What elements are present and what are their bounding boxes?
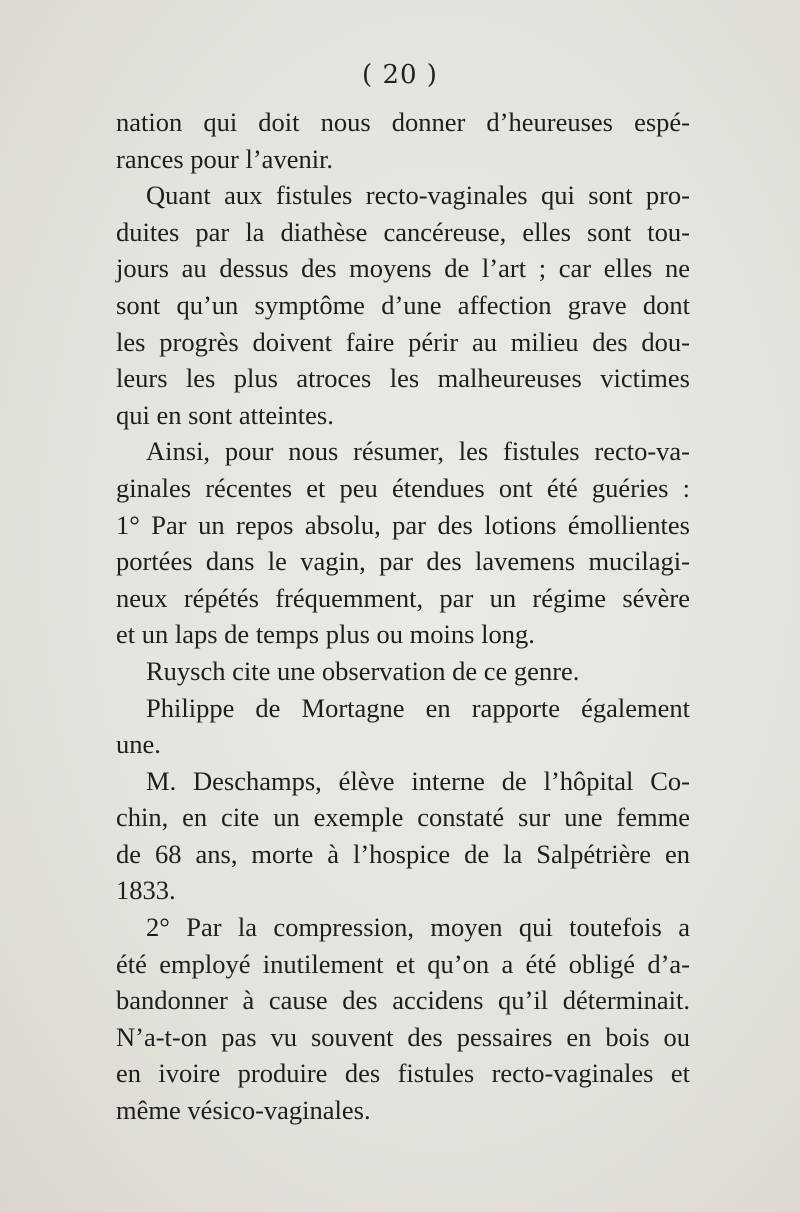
text-line: bandonner à cause des accidens qu’il déterminait. <box>116 985 690 1016</box>
text-line: nation qui doit nous donner d’heureuses espé- <box>116 107 690 137</box>
text-line: 1° Par un repos absolu, par des lotions émollientes <box>116 509 690 540</box>
text-line: et un laps de temps plus ou moins long. <box>116 619 535 650</box>
text-line: Quant aux fistules recto-vaginales qui sont pro- <box>146 180 690 211</box>
text-line: qui en sont atteintes. <box>116 399 334 430</box>
page-number: ( 20 ) <box>362 60 438 90</box>
text-line: en ivoire produire des fistules recto-vaginales et <box>116 1058 690 1089</box>
page-text <box>116 104 690 1129</box>
text-line: rances pour l’avenir. <box>116 143 334 174</box>
text-line: neux répétés fréquemment, par un régime sévère <box>116 582 690 613</box>
text-line: de 68 ans, morte à l’hospice de la Salpétrière en <box>116 838 690 869</box>
text-line: leurs les plus atroces les malheureuses victimes <box>116 363 690 394</box>
text-line: même vésico-vaginales. <box>116 1095 371 1126</box>
text-line: Ainsi, pour nous résumer, les fistules recto-va- <box>146 436 690 467</box>
text-line: jours au dessus des moyens de l’art ; car elles ne <box>116 253 690 284</box>
text-line: Ruysch cite une observation de ce genre. <box>146 655 580 686</box>
text-line: chin, en cite un exemple constaté sur une femme <box>116 802 690 833</box>
text-line: été employé inutilement et qu’on a été obligé d’a- <box>116 948 690 979</box>
text-line: ginales récentes et peu étendues ont été guéries : <box>116 472 690 503</box>
text-line: sont qu’un symptôme d’une affection grave dont <box>116 289 690 320</box>
text-line: 2° Par la compression, moyen qui toutefois a <box>146 912 690 943</box>
text-line: M. Deschamps, élève interne de l’hôpital Co- <box>146 765 690 796</box>
text-line: les progrès doivent faire périr au milieu des dou- <box>116 326 690 357</box>
text-line: duites par la diathèse cancéreuse, elles sont tou- <box>116 216 690 247</box>
text-line: Philippe de Mortagne en rapporte également <box>146 692 690 723</box>
text-line: portées dans le vagin, par des lavemens mucilagi- <box>116 546 690 577</box>
text-line: une. <box>116 729 161 760</box>
text-line: 1833. <box>116 875 176 906</box>
text-line: N’a-t-on pas vu souvent des pessaires en bois ou <box>116 1021 690 1052</box>
